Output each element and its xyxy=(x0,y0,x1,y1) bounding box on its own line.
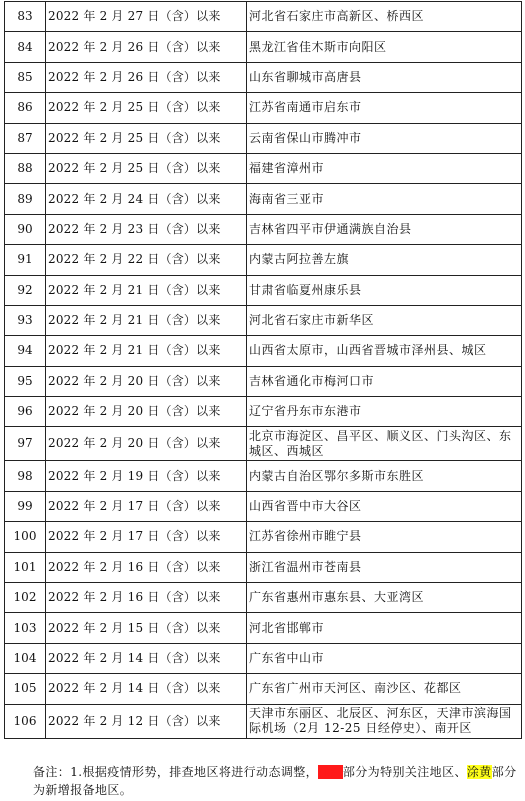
row-date: 2022 年 2 月 23 日（含）以来 xyxy=(46,214,247,244)
row-number: 89 xyxy=(5,184,46,214)
row-region: 北京市海淀区、昌平区、顺义区、门头沟区、东城区、西城区 xyxy=(247,427,522,461)
table-row xyxy=(5,214,522,244)
row-number: 96 xyxy=(5,397,46,427)
row-date: 2022 年 2 月 25 日（含）以来 xyxy=(46,153,247,183)
row-region: 河北省石家庄市高新区、桥西区 xyxy=(247,2,522,32)
row-number: 101 xyxy=(5,552,46,582)
table-row xyxy=(5,32,522,62)
row-date: 2022 年 2 月 21 日（含）以来 xyxy=(46,275,247,305)
row-region: 天津市东丽区、北辰区、河东区，天津市滨海国际机场（2月 12-25 日经停史）、南开区 xyxy=(247,704,522,738)
row-number: 85 xyxy=(5,62,46,92)
table-row xyxy=(5,552,522,582)
row-date: 2022 年 2 月 21 日（含）以来 xyxy=(46,305,247,335)
footnote xyxy=(33,763,521,799)
row-region: 辽宁省丹东市东港市 xyxy=(247,397,522,427)
table-row xyxy=(5,336,522,366)
table-row xyxy=(5,93,522,123)
row-region: 甘肃省临夏州康乐县 xyxy=(247,275,522,305)
table-body xyxy=(5,2,522,739)
table-row xyxy=(5,305,522,335)
row-number: 84 xyxy=(5,32,46,62)
row-number: 87 xyxy=(5,123,46,153)
table-row xyxy=(5,583,522,613)
row-date: 2022 年 2 月 17 日（含）以来 xyxy=(46,522,247,552)
row-region: 广东省中山市 xyxy=(247,643,522,673)
row-region: 河北省石家庄市新华区 xyxy=(247,305,522,335)
row-region: 河北省邯郸市 xyxy=(247,613,522,643)
table-row xyxy=(5,245,522,275)
row-region: 山东省聊城市高唐县 xyxy=(247,62,522,92)
row-number: 100 xyxy=(5,522,46,552)
row-date: 2022 年 2 月 15 日（含）以来 xyxy=(46,613,247,643)
row-number: 92 xyxy=(5,275,46,305)
row-date: 2022 年 2 月 22 日（含）以来 xyxy=(46,245,247,275)
row-region: 吉林省通化市梅河口市 xyxy=(247,366,522,396)
table-row xyxy=(5,522,522,552)
row-date: 2022 年 2 月 19 日（含）以来 xyxy=(46,461,247,491)
table-row xyxy=(5,62,522,92)
row-number: 93 xyxy=(5,305,46,335)
row-date: 2022 年 2 月 25 日（含）以来 xyxy=(46,123,247,153)
row-number: 103 xyxy=(5,613,46,643)
row-number: 104 xyxy=(5,643,46,673)
table-row xyxy=(5,123,522,153)
row-date: 2022 年 2 月 20 日（含）以来 xyxy=(46,366,247,396)
row-number: 86 xyxy=(5,93,46,123)
footnote-suffix: 部分为新增报备地区。 xyxy=(33,765,517,797)
row-number: 97 xyxy=(5,427,46,461)
row-number: 106 xyxy=(5,704,46,738)
table-row xyxy=(5,2,522,32)
table-row xyxy=(5,674,522,704)
table-row xyxy=(5,461,522,491)
row-region: 广东省惠州市惠东县、大亚湾区 xyxy=(247,583,522,613)
row-date: 2022 年 2 月 14 日（含）以来 xyxy=(46,643,247,673)
row-date: 2022 年 2 月 17 日（含）以来 xyxy=(46,491,247,521)
table-row xyxy=(5,275,522,305)
row-date: 2022 年 2 月 20 日（含）以来 xyxy=(46,397,247,427)
row-number: 91 xyxy=(5,245,46,275)
table-row xyxy=(5,491,522,521)
row-number: 98 xyxy=(5,461,46,491)
table-row xyxy=(5,427,522,461)
row-region: 福建省漳州市 xyxy=(247,153,522,183)
yellow-highlight-label: 涂黄 xyxy=(466,765,492,779)
footnote-middle: 部分为特别关注地区、 xyxy=(342,765,467,779)
row-number: 95 xyxy=(5,366,46,396)
red-highlight-label: 涂红 xyxy=(318,765,343,779)
row-region: 海南省三亚市 xyxy=(247,184,522,214)
row-date: 2022 年 2 月 27 日（含）以来 xyxy=(46,2,247,32)
row-region: 内蒙古阿拉善左旗 xyxy=(247,245,522,275)
table-row xyxy=(5,643,522,673)
row-date: 2022 年 2 月 26 日（含）以来 xyxy=(46,62,247,92)
table-row xyxy=(5,613,522,643)
row-date: 2022 年 2 月 20 日（含）以来 xyxy=(46,427,247,461)
row-number: 94 xyxy=(5,336,46,366)
row-date: 2022 年 2 月 16 日（含）以来 xyxy=(46,552,247,582)
screening-regions-table xyxy=(4,1,522,739)
row-number: 99 xyxy=(5,491,46,521)
row-region: 内蒙古自治区鄂尔多斯市东胜区 xyxy=(247,461,522,491)
row-number: 102 xyxy=(5,583,46,613)
row-number: 83 xyxy=(5,2,46,32)
row-number: 88 xyxy=(5,153,46,183)
row-region: 山西省晋中市大谷区 xyxy=(247,491,522,521)
table-row xyxy=(5,704,522,738)
row-region: 浙江省温州市苍南县 xyxy=(247,552,522,582)
table-row xyxy=(5,366,522,396)
row-date: 2022 年 2 月 24 日（含）以来 xyxy=(46,184,247,214)
row-date: 2022 年 2 月 26 日（含）以来 xyxy=(46,32,247,62)
footnote-prefix: 备注：1.根据疫情形势，排查地区将进行动态调整， xyxy=(33,765,319,779)
row-number: 105 xyxy=(5,674,46,704)
row-region: 吉林省四平市伊通满族自治县 xyxy=(247,214,522,244)
row-region: 江苏省徐州市睢宁县 xyxy=(247,522,522,552)
row-date: 2022 年 2 月 14 日（含）以来 xyxy=(46,674,247,704)
row-date: 2022 年 2 月 12 日（含）以来 xyxy=(46,704,247,738)
row-region: 山西省太原市，山西省晋城市泽州县、城区 xyxy=(247,336,522,366)
row-number: 90 xyxy=(5,214,46,244)
table-row xyxy=(5,153,522,183)
row-date: 2022 年 2 月 25 日（含）以来 xyxy=(46,93,247,123)
row-date: 2022 年 2 月 16 日（含）以来 xyxy=(46,583,247,613)
row-region: 黑龙江省佳木斯市向阳区 xyxy=(247,32,522,62)
row-region: 广东省广州市天河区、南沙区、花都区 xyxy=(247,674,522,704)
row-date: 2022 年 2 月 21 日（含）以来 xyxy=(46,336,247,366)
table-row xyxy=(5,397,522,427)
row-region: 云南省保山市腾冲市 xyxy=(247,123,522,153)
row-region: 江苏省南通市启东市 xyxy=(247,93,522,123)
table-row xyxy=(5,184,522,214)
